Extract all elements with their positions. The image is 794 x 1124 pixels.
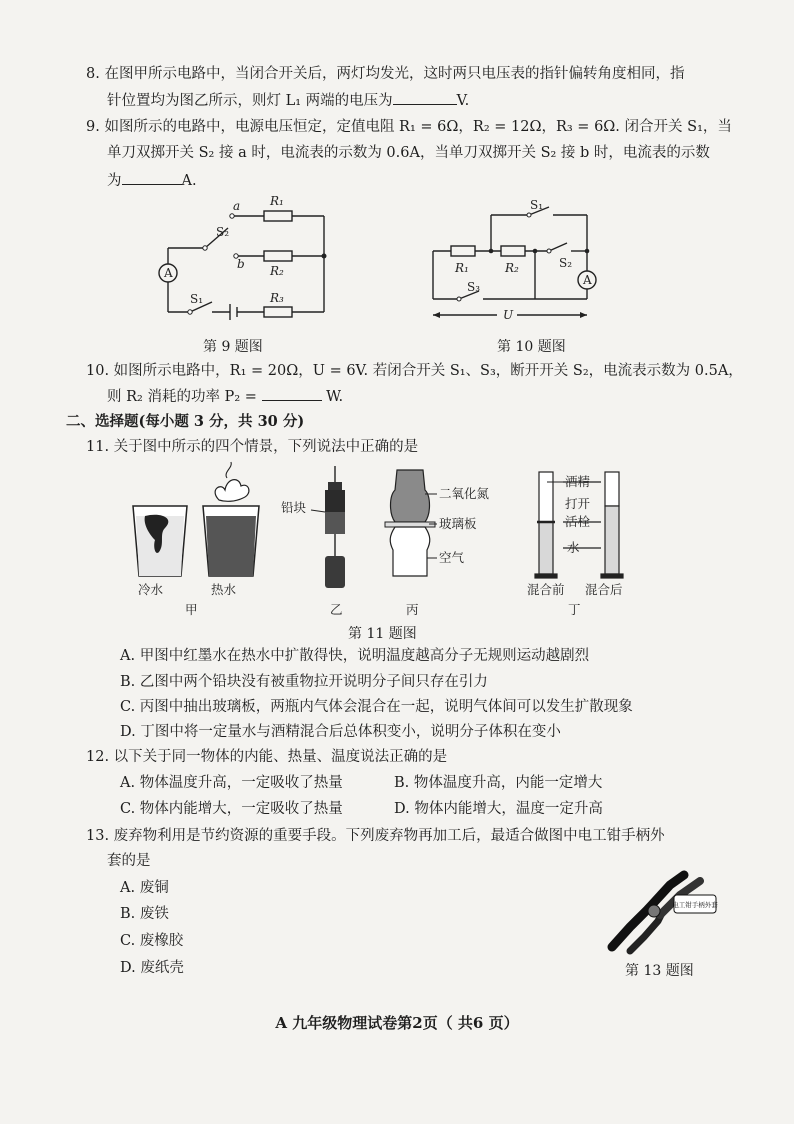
fig11-after-label: 混合后 xyxy=(585,582,623,597)
q11-option-d: D. 丁图中将一定量水与酒精混合后总体积变小，说明分子体积在变小 xyxy=(120,724,561,740)
fig11-bing-bottles xyxy=(385,470,437,576)
fig11-glass-label: 玻璃板 xyxy=(439,516,477,531)
q10-line2-pre: 则 R₂ 消耗的功率 P₂ = xyxy=(107,389,257,405)
fig10-caption: 第 10 题图 xyxy=(497,339,566,355)
q13-line1: 13. 废弃物利用是节约资源的重要手段。下列废弃物再加工后，最适合做图中电工钳手柄外 xyxy=(86,828,665,844)
q12-option-c: C. 物体内能增大，一定吸收了热量 xyxy=(120,801,343,817)
q11-stem: 11. 关于图中所示的四个情景，下列说法中正确的是 xyxy=(86,439,419,455)
fig10-circuit xyxy=(425,195,610,325)
page-footer: A 九年级物理试卷第2页（ 共6 页） xyxy=(275,1014,519,1032)
fig9-r3-label: R₃ xyxy=(270,291,284,305)
fig9-r1-resistor xyxy=(264,211,292,221)
q12-option-b: B. 物体温度升高，内能一定增大 xyxy=(394,775,603,791)
fig13-pliers xyxy=(600,855,720,955)
fig13-caption: 第 13 题图 xyxy=(625,963,694,979)
q11-option-c: C. 丙图中抽出玻璃板，两瓶内气体会混合在一起，说明气体间可以发生扩散现象 xyxy=(120,699,633,715)
q9-line2: 单刀双掷开关 S₂ 接 a 时，电流表的示数为 0.6A，当单刀双掷开关 S₂ 接 b 时，电流表的示数 xyxy=(107,145,710,161)
fig10-r2-label: R₂ xyxy=(505,261,519,275)
q12-stem: 12. 以下关于同一物体的内能、热量、温度说法正确的是 xyxy=(86,749,448,765)
fig11-no2-label: 二氧化氮 xyxy=(439,486,490,501)
q13-option-c: C. 废橡胶 xyxy=(120,933,184,949)
fig9-r2-label: R₂ xyxy=(270,264,284,278)
q13-option-a: A. 废铜 xyxy=(120,880,169,896)
fig11-yi-label: 乙 xyxy=(330,602,343,617)
fig11-caption: 第 11 题图 xyxy=(348,626,417,642)
q13-line2: 套的是 xyxy=(107,853,151,869)
q12-option-d: D. 物体内能增大，温度一定升高 xyxy=(394,801,603,817)
fig11-cold-label: 冷水 xyxy=(138,582,164,597)
fig10-u-label: U xyxy=(503,308,514,322)
fig11-jia-cups xyxy=(133,462,259,576)
fig11-yi-lead-blocks xyxy=(311,466,345,588)
fig9-s2-label: S₂ xyxy=(216,225,230,239)
fig9-r3-resistor xyxy=(264,307,292,317)
q8-line2 xyxy=(107,90,469,111)
fig9-r1-label: R₁ xyxy=(270,194,284,208)
fig13-tag: 电工钳手柄外套 xyxy=(672,901,718,909)
q12-option-a: A. 物体温度升高，一定吸收了热量 xyxy=(120,775,343,791)
q13-option-d: D. 废纸壳 xyxy=(120,960,184,976)
q10-answer-blank xyxy=(262,386,322,401)
fig10-s2-label: S₂ xyxy=(559,256,573,270)
q8-answer-blank xyxy=(393,90,457,105)
section2-title: 二、选择题(每小题 3 分，共 30 分) xyxy=(66,413,305,430)
q11-option-a: A. 甲图中红墨水在热水中扩散得快，说明温度越高分子无规则运动越剧烈 xyxy=(120,648,590,664)
fig10-r1-label: R₁ xyxy=(455,261,469,275)
q8-line2-post: V. xyxy=(456,93,470,109)
q10-line1: 10. 如图所示电路中，R₁ = 20Ω，U = 6V. 若闭合开关 S₁、S₃，断开开关 S₂，电流表示数为 0.5A， xyxy=(86,363,743,379)
q9-line3-pre: 为 xyxy=(107,173,122,189)
fig9-circuit xyxy=(140,190,340,330)
fig11-jia-label: 甲 xyxy=(185,602,198,617)
fig11-open-label: 打开 xyxy=(565,496,591,511)
fig9-caption: 第 9 题图 xyxy=(203,339,263,355)
q10-line2-post: W. xyxy=(326,389,344,405)
fig11-lead-label: 铅块 xyxy=(281,500,307,515)
fig11-valve-label: 活栓 xyxy=(565,514,591,529)
fig10-s1-label: S₁ xyxy=(530,198,544,212)
q8-line2-pre: 针位置均为图乙所示，则灯 L₁ 两端的电压为 xyxy=(107,93,393,109)
fig11-figures xyxy=(125,460,645,620)
fig10-r2-resistor xyxy=(501,246,525,256)
fig11-hot-label: 热水 xyxy=(211,582,237,597)
fig9-s1-label: S₁ xyxy=(190,292,204,306)
fig11-air-label: 空气 xyxy=(439,550,465,565)
fig11-bing-label: 丙 xyxy=(406,602,419,617)
fig9-ammeter-label: A xyxy=(164,266,173,280)
q9-line1: 9. 如图所示的电路中，电源电压恒定，定值电阻 R₁ = 6Ω，R₂ = 12Ω，R₃ = 6Ω. 闭合开关 S₁，当 xyxy=(86,119,732,135)
fig10-ammeter-label: A xyxy=(583,273,592,287)
fig11-before-label: 混合前 xyxy=(527,582,565,597)
fig9-b-label: b xyxy=(237,257,245,271)
fig11-water-label: 水 xyxy=(567,540,580,555)
q10-line2 xyxy=(107,386,343,407)
fig10-r1-resistor xyxy=(451,246,475,256)
fig10-s3-label: S₃ xyxy=(467,280,481,294)
fig9-a-label: a xyxy=(233,199,241,213)
fig11-ding-label: 丁 xyxy=(568,602,581,617)
q9-line3-post: A. xyxy=(181,173,197,189)
fig9-r2-resistor xyxy=(264,251,292,261)
q11-option-b: B. 乙图中两个铅块没有被重物拉开说明分子间只存在引力 xyxy=(120,674,488,690)
q8-line1: 8. 在图甲所示电路中，当闭合开关后，两灯均发光，这时两只电压表的指针偏转角度相同，指 xyxy=(86,66,685,82)
q9-answer-blank xyxy=(122,170,182,185)
q13-option-b: B. 废铁 xyxy=(120,906,169,922)
q9-line3 xyxy=(107,170,197,191)
fig11-alcohol-label: 酒精 xyxy=(565,474,591,489)
